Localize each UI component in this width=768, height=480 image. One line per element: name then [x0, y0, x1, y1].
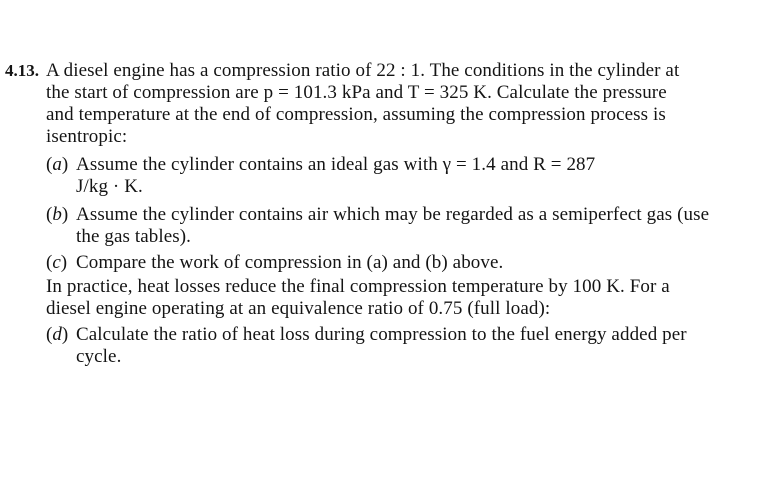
- intro-line-1: A diesel engine has a compression ratio of 22 : 1. The conditions in the cylinder at: [46, 60, 680, 81]
- part-d-line-1: Calculate the ratio of heat loss during compression to the fuel energy added per: [76, 324, 687, 345]
- part-a-line-2: J/kg · K.: [76, 176, 143, 197]
- intro-line-2: the start of compression are p = 101.3 kPa and T = 325 K. Calculate the pressure: [46, 82, 667, 103]
- practice-line-1: In practice, heat losses reduce the final compression temperature by 100 K. For a: [46, 276, 670, 297]
- part-c-line-1: Compare the work of compression in (a) and (b) above.: [76, 252, 504, 273]
- part-b-line-1: Assume the cylinder contains air which may be regarded as a semiperfect gas (use: [76, 204, 710, 225]
- practice-line-2: diesel engine operating at an equivalence ratio of 0.75 (full load):: [46, 298, 551, 319]
- problem-number: 4.13.: [5, 61, 39, 80]
- part-d-line-2: cycle.: [76, 346, 122, 367]
- part-a-line-1: Assume the cylinder contains an ideal gas with γ = 1.4 and R = 287: [76, 154, 596, 175]
- part-c-label: (c): [46, 252, 68, 273]
- part-b-line-2: the gas tables).: [76, 226, 192, 247]
- intro-line-4: isentropic:: [46, 126, 128, 147]
- intro-line-3: and temperature at the end of compression, assuming the compression process is: [46, 104, 666, 125]
- part-a-label: (a): [46, 154, 69, 175]
- part-d-label: (d): [46, 324, 69, 345]
- part-b-label: (b): [46, 204, 69, 225]
